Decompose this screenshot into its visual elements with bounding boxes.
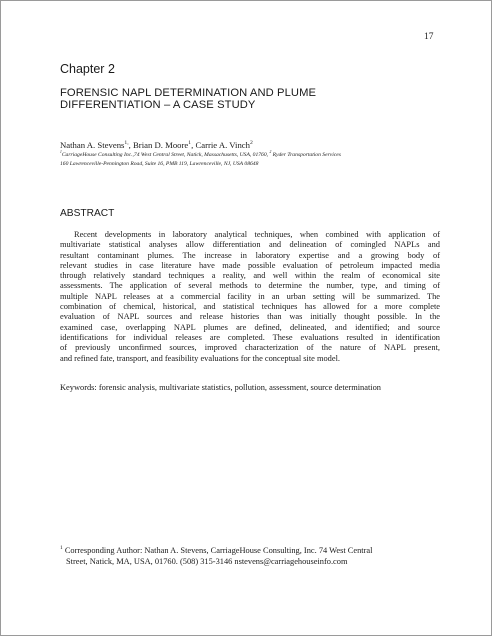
abstract-line: multiple NAPL releases at a commercial facility in an urban setting will be summarized. The: [60, 291, 440, 301]
affiliation-line: [60, 151, 440, 160]
abstract-line: examined case, overlapping NAPL plumes are defined, delineated, and identified; and source: [60, 322, 440, 332]
author-name: Nathan A. Stevens: [60, 140, 125, 150]
author-affiliation-mark: 1,: [124, 140, 129, 147]
author-affiliations: [60, 151, 440, 168]
abstract-body: [60, 230, 440, 364]
title-line: FORENSIC NAPL DETERMINATION AND PLUME: [60, 87, 317, 99]
author-separator: ,: [191, 140, 196, 150]
paper-title: [60, 87, 420, 111]
footnote-mark: 1: [60, 545, 63, 552]
author-name: Carrie A. Vinch: [195, 140, 251, 150]
abstract-line: evaluation of NAPL sources and release histories than was initially thought possible. In the: [60, 312, 440, 322]
abstract-line: Recent developments in laboratory analytical techniques, when combined with application of: [74, 230, 440, 239]
affiliation-text: CarriageHouse Consulting Inc.,74 West Central Street, Natick, Massachusetts, USA, 01760,: [61, 152, 269, 158]
author-affiliation-mark: 2: [250, 140, 253, 147]
chapter-label: Chapter 2: [60, 62, 115, 76]
footnote: [60, 545, 440, 567]
affiliation-mark: 1: [60, 150, 62, 155]
abstract-line: multivariate statistical analyses allow differentiation and delineation of comingled NAPLs and: [60, 240, 440, 250]
author-name: Brian D. Moore: [133, 140, 189, 150]
author-list: [60, 140, 440, 150]
footnote-line: Street, Natick, MA, USA, 01760. (508) 315-3146 nstevens@carriagehouseinfo.com: [66, 557, 348, 566]
author-separator: ,: [128, 140, 133, 150]
abstract-heading: ABSTRACT: [60, 208, 115, 219]
affiliation-line: 160 Lawrenceville-Pennington Road, Suite 16, PMB 119, Lawrenceville, NJ, USA 08648: [60, 160, 259, 167]
footnote-line: [60, 546, 372, 555]
abstract-line: combination of chemical, historical, and statistical techniques has allowed for a more complete: [60, 302, 440, 312]
abstract-line: relevant studies in case literature have made possible evaluation of petroleum impacted media: [60, 260, 440, 270]
title-line: DIFFERENTIATION – A CASE STUDY: [60, 99, 256, 111]
author-affiliation-mark: 1: [188, 140, 192, 147]
abstract-line: identifications for individual releases are completed. These evaluations resulted in identification: [60, 332, 440, 342]
affiliation-mark: 2: [269, 150, 272, 155]
abstract-line: and refined fate, transport, and feasibility evaluations for the conceptual site model.: [60, 353, 340, 363]
page-number: 17: [424, 32, 434, 42]
abstract-line: resultant contaminant plumes. The increase in laboratory expertise and a growing body of: [60, 250, 440, 260]
affiliation-text: Ryder Transportation Services: [271, 152, 341, 158]
keywords: Keywords: forensic analysis, multivariate statistics, pollution, assessment, source determination: [60, 383, 381, 392]
abstract-line: assessments. The application of several methods to determine the number, type, and timing of: [60, 281, 440, 291]
abstract-line: of previously unconfirmed sources, improved characterization of the nature of NAPL present,: [60, 343, 440, 353]
footnote-text: Corresponding Author: Nathan A. Stevens, CarriageHouse Consulting, Inc. 74 West Central: [62, 546, 373, 555]
abstract-line: through relatively standard techniques a reality, and well within the realm of economical site: [60, 271, 440, 281]
